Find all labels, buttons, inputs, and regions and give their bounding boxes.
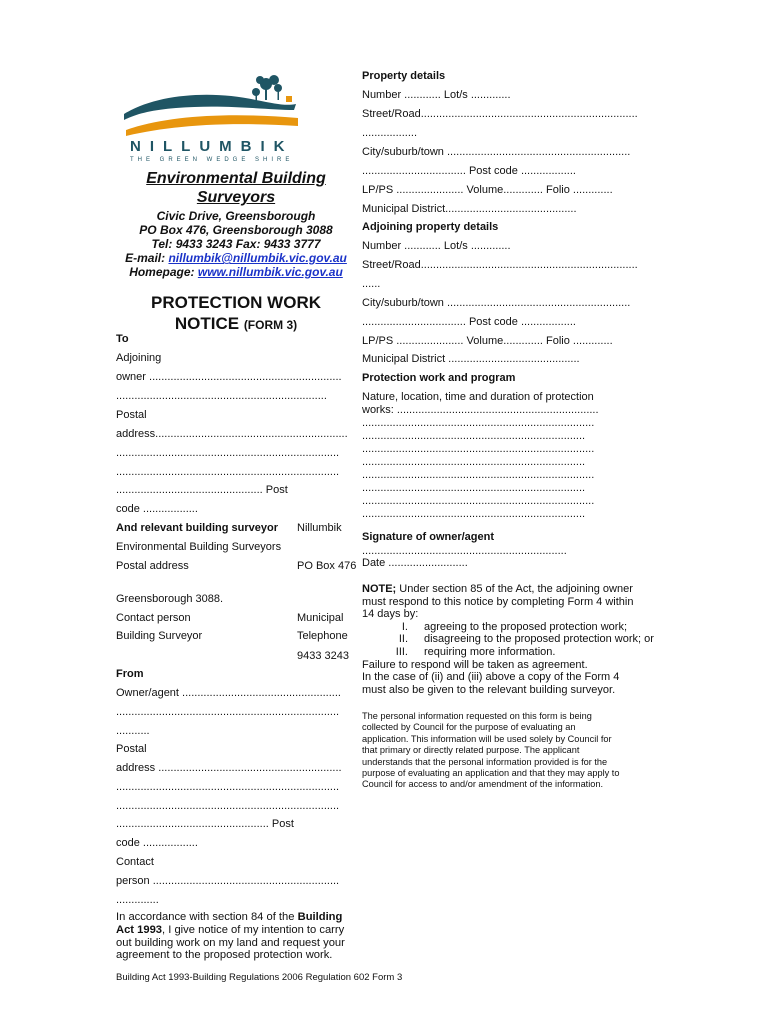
notice-title-line1: PROTECTION WORK <box>151 293 321 312</box>
postal-label-from: Postal <box>116 743 147 755</box>
owner-agent-line2[interactable]: ......................................................................... <box>116 706 340 718</box>
property-municipal-district[interactable]: Municipal District........................................... <box>362 203 577 215</box>
footer: Building Act 1993-Building Regulations 2006 Regulation 602 Form 3 <box>116 972 403 983</box>
note-block: NOTE; Under section 85 of the Act, the adjoining owner must respond to this notice by completing Form 4 within 14 days by: I. agreeing to the proposed protection work; II. disagreeing to the proposed protection work; or III. requiring more information. Failure to respond will be taken as agreement. In the case of (ii) and (iii) above a copy of the Form 4 must also be given to the relevant building surveyor. <box>362 583 654 696</box>
property-postcode[interactable]: .................................. Post code .................. <box>362 165 576 177</box>
contact-label: Contact <box>116 856 154 868</box>
adjoining-number-lot[interactable]: Number ............ Lot/s ............. <box>362 240 511 252</box>
protection-program-heading: Protection work and program <box>362 372 516 384</box>
telephone-number: 9433 3243 <box>297 650 349 662</box>
telephone-label: Telephone <box>297 630 348 642</box>
property-lpps[interactable]: LP/PS ...................... Volume............. Folio ............. <box>362 184 613 196</box>
notice-title-line2: NOTICE (FORM 3) <box>174 314 298 333</box>
postcode-field[interactable]: code .................. <box>116 503 198 515</box>
privacy-statement: The personal information requested on this form is being collected by Council for the purpose of evaluating an application. This information will be used solely by Council for that primary or directly related purpose. The applicant understands that the personal information provided is for the purpose of evaluating an application and that they may apply to Council for access to and/or amendment of the information. <box>362 711 620 790</box>
adjoining-municipal-district[interactable]: Municipal District ........................................... <box>362 353 580 365</box>
greensborough: Greensborough 3088. <box>116 593 224 605</box>
office-address1: Civic Drive, Greensborough <box>156 209 316 223</box>
from-address-line2[interactable]: ......................................................................... <box>116 781 340 793</box>
logo-wordmark: NILLUMBIK <box>130 138 294 155</box>
adjoining-lpps[interactable]: LP/PS ...................... Volume............. Folio ............. <box>362 335 613 347</box>
nillumbik-logo <box>116 66 316 166</box>
office-email-line: E-mail: nillumbik@nillumbik.vic.gov.au <box>125 251 347 265</box>
owner-agent-line3[interactable]: ........... <box>116 725 150 737</box>
owner-agent-field[interactable]: Owner/agent .................................................... <box>116 687 341 699</box>
date-field[interactable]: Date .......................... <box>362 557 468 569</box>
from-address-line3[interactable]: ......................................................................... <box>116 800 340 812</box>
postcode-line[interactable]: ................................................ Post <box>116 484 288 496</box>
logo-tagline: THE GREEN WEDGE SHIRE <box>130 157 294 163</box>
signature-heading: Signature of owner/agent <box>362 531 495 543</box>
po-box: PO Box 476 <box>297 560 357 572</box>
adjoining-label: Adjoining <box>116 352 162 364</box>
office-address2: PO Box 476, Greensborough 3088 <box>139 223 333 237</box>
adjoining-street[interactable]: Street/Road....................................................................... <box>362 259 638 271</box>
signature-field[interactable]: ................................................................... <box>362 545 567 557</box>
to-label: To <box>116 333 129 345</box>
accordance-paragraph: In accordance with section 84 of the Building Act 1993, I give notice of my intention to carry out building work on my land and request your agreement to the proposed protection work. <box>116 911 345 962</box>
relevant-surveyor-org: Nillumbik <box>297 522 342 534</box>
adjoining-postcode[interactable]: .................................. Post code .................. <box>362 316 576 328</box>
municipal-label: Municipal <box>297 612 344 624</box>
from-postcode-field[interactable]: code .................. <box>116 837 198 849</box>
property-details-heading: Property details <box>362 70 446 82</box>
office-name-line2: Surveyors <box>196 189 276 206</box>
postal-address-label: Postal address <box>116 560 189 572</box>
owner-field-continued[interactable]: ..................................................................... <box>116 390 327 402</box>
property-number-lot[interactable]: Number ............ Lot/s ............. <box>362 89 511 101</box>
property-street[interactable]: Street/Road....................................................................... <box>362 108 638 120</box>
property-street-line2[interactable]: .................. <box>362 127 418 139</box>
postal-address-line2[interactable]: ......................................................................... <box>116 447 340 459</box>
form-number: (FORM 3) <box>243 318 298 332</box>
tree-landscape-icon <box>116 66 316 136</box>
adjoining-street-line2[interactable]: ...... <box>362 278 381 290</box>
postal-label: Postal <box>116 409 147 421</box>
nature-label: Nature, location, time and duration of protection <box>362 391 594 403</box>
postal-address-line3[interactable]: ......................................................................... <box>116 466 340 478</box>
property-city[interactable]: City/suburb/town ............................................................ <box>362 146 631 158</box>
building-surveyor-label: Building Surveyor <box>116 630 203 642</box>
postal-address-field[interactable]: address............................................................... <box>116 428 348 440</box>
contact-person-label: Contact person <box>116 612 191 624</box>
ebs-name: Environmental Building Surveyors <box>116 541 282 553</box>
owner-field[interactable]: owner ............................................................... <box>116 371 342 383</box>
office-phone: Tel: 9433 3243 Fax: 9433 3777 <box>151 237 321 251</box>
adjoining-city[interactable]: City/suburb/town ............................................................ <box>362 297 631 309</box>
contact-person-line2[interactable]: .............. <box>116 894 159 906</box>
from-postcode-line[interactable]: .................................................. Post <box>116 818 294 830</box>
office-name-line1: Environmental Building <box>146 170 326 187</box>
contact-person-field[interactable]: person ............................................................. <box>116 875 340 887</box>
from-address-field[interactable]: address ............................................................ <box>116 762 342 774</box>
works-field[interactable]: works: .................................................................. <box>362 404 599 416</box>
adjoining-details-heading: Adjoining property details <box>362 221 499 233</box>
email-link[interactable]: nillumbik@nillumbik.vic.gov.au <box>168 251 347 265</box>
works-lines[interactable]: ............................................................................ ......................................................................... ............................................................................ ......................................................................... ............................................................................ ......................................................................... ............................................................................ ......................................................................... <box>362 417 595 520</box>
office-home-line: Homepage: www.nillumbik.vic.gov.au <box>129 265 343 279</box>
relevant-surveyor-label: And relevant building surveyor <box>116 522 278 534</box>
from-label: From <box>116 668 144 680</box>
homepage-link[interactable]: www.nillumbik.vic.gov.au <box>197 265 343 279</box>
